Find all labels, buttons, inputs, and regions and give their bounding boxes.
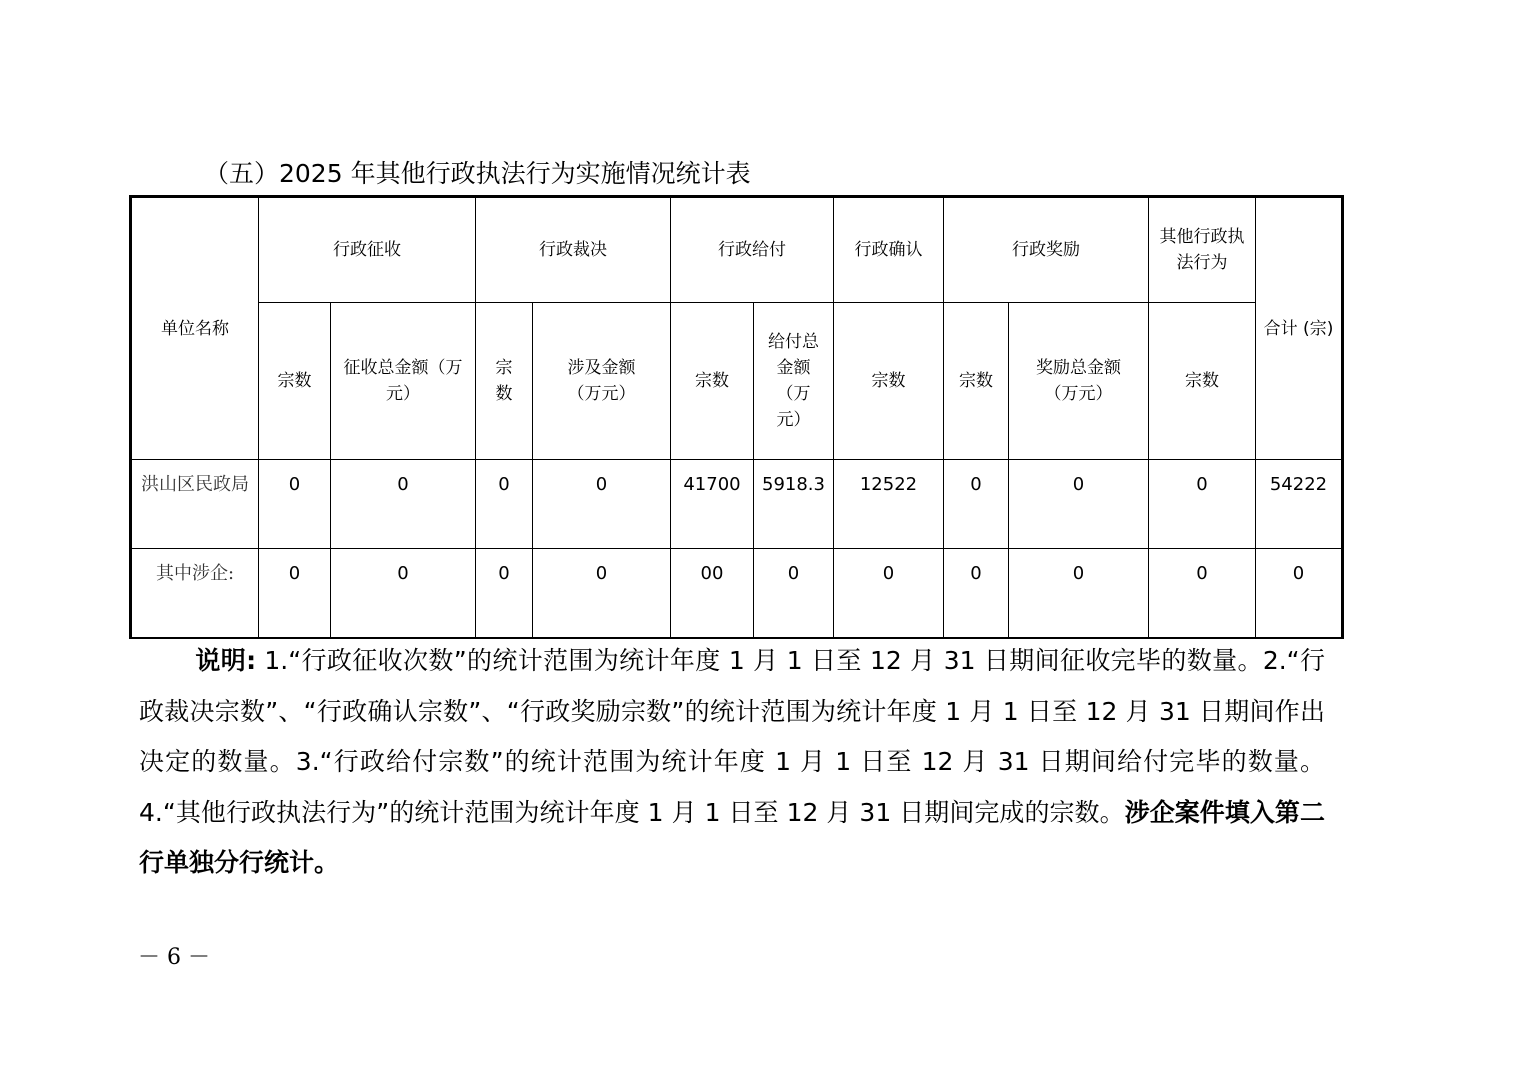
subheader-levy-amount: 征收总金额（万元） bbox=[331, 303, 476, 460]
explanation-text: 1.“行政征收次数”的统计范围为统计年度 1 月 1 日至 12 月 31 日期间征收完毕的数量。2.“行政裁决宗数”、“行政确认宗数”、“行政奖励宗数”的统计范围为统计年度 1 月 1 日至 12 月 31 日期间作出决定的数量。3.“行政给付宗数”的统计范围为统计年度 1 月 1 日至 12 月 31 日期间给付完毕的数量。4.“其他行政执法行为”的统计范围为统计年度 1 月 1 日至 12 月 31 日期间完成的宗数。 bbox=[139, 646, 1325, 827]
explanation-emphasis: 涉企案件填入第二行单独分行统计。 bbox=[139, 797, 1325, 877]
header-administrative-reward: 行政奖励 bbox=[944, 197, 1149, 303]
cell-ruling-amount: 0 bbox=[533, 549, 671, 639]
header-administrative-levy: 行政征收 bbox=[259, 197, 476, 303]
subheader-levy-count: 宗数 bbox=[259, 303, 331, 460]
subheader-ruling-amount: 涉及金额（万元） bbox=[533, 303, 671, 460]
cell-ruling-amount: 0 bbox=[533, 460, 671, 549]
enforcement-statistics-table bbox=[129, 195, 1344, 639]
cell-other-count: 0 bbox=[1149, 460, 1256, 549]
header-total: 合计 (宗) bbox=[1256, 197, 1343, 460]
row-unit-name: 洪山区民政局 bbox=[131, 460, 259, 549]
cell-confirm-count: 0 bbox=[834, 549, 944, 639]
subheader-ruling-count: 宗数 bbox=[476, 303, 533, 460]
cell-total: 0 bbox=[1256, 549, 1343, 639]
cell-reward-amount: 0 bbox=[1009, 460, 1149, 549]
header-other-enforcement: 其他行政执法行为 bbox=[1149, 197, 1256, 303]
cell-payment-amount: 0 bbox=[754, 549, 834, 639]
header-administrative-ruling: 行政裁决 bbox=[476, 197, 671, 303]
subheader-other-count: 宗数 bbox=[1149, 303, 1256, 460]
cell-payment-amount: 5918.3 bbox=[754, 460, 834, 549]
subheader-reward-count: 宗数 bbox=[944, 303, 1009, 460]
cell-ruling-count: 0 bbox=[476, 549, 533, 639]
row-unit-name: 其中涉企: bbox=[131, 549, 259, 639]
explanation-paragraph bbox=[139, 636, 1325, 889]
page-number: － 6 － bbox=[138, 945, 210, 970]
header-administrative-payment: 行政给付 bbox=[671, 197, 834, 303]
cell-levy-count: 0 bbox=[259, 460, 331, 549]
explanation-label: 说明: bbox=[195, 646, 257, 675]
cell-total: 54222 bbox=[1256, 460, 1343, 549]
header-administrative-confirmation: 行政确认 bbox=[834, 197, 944, 303]
cell-levy-count: 0 bbox=[259, 549, 331, 639]
cell-levy-amount: 0 bbox=[331, 460, 476, 549]
table-title: （五）2025 年其他行政执法行为实施情况统计表 bbox=[204, 159, 751, 188]
cell-payment-count: 00 bbox=[671, 549, 754, 639]
cell-confirm-count: 12522 bbox=[834, 460, 944, 549]
cell-levy-amount: 0 bbox=[331, 549, 476, 639]
subheader-payment-count: 宗数 bbox=[671, 303, 754, 460]
subheader-payment-amount: 给付总金额（万元） bbox=[754, 303, 834, 460]
cell-reward-count: 0 bbox=[944, 549, 1009, 639]
cell-other-count: 0 bbox=[1149, 549, 1256, 639]
cell-ruling-count: 0 bbox=[476, 460, 533, 549]
subheader-reward-amount: 奖励总金额（万元） bbox=[1009, 303, 1149, 460]
table-row bbox=[131, 549, 1343, 639]
subheader-confirm-count: 宗数 bbox=[834, 303, 944, 460]
cell-reward-amount: 0 bbox=[1009, 549, 1149, 639]
header-unit-name: 单位名称 bbox=[131, 197, 259, 460]
cell-payment-count: 41700 bbox=[671, 460, 754, 549]
cell-reward-count: 0 bbox=[944, 460, 1009, 549]
table-row bbox=[131, 460, 1343, 549]
